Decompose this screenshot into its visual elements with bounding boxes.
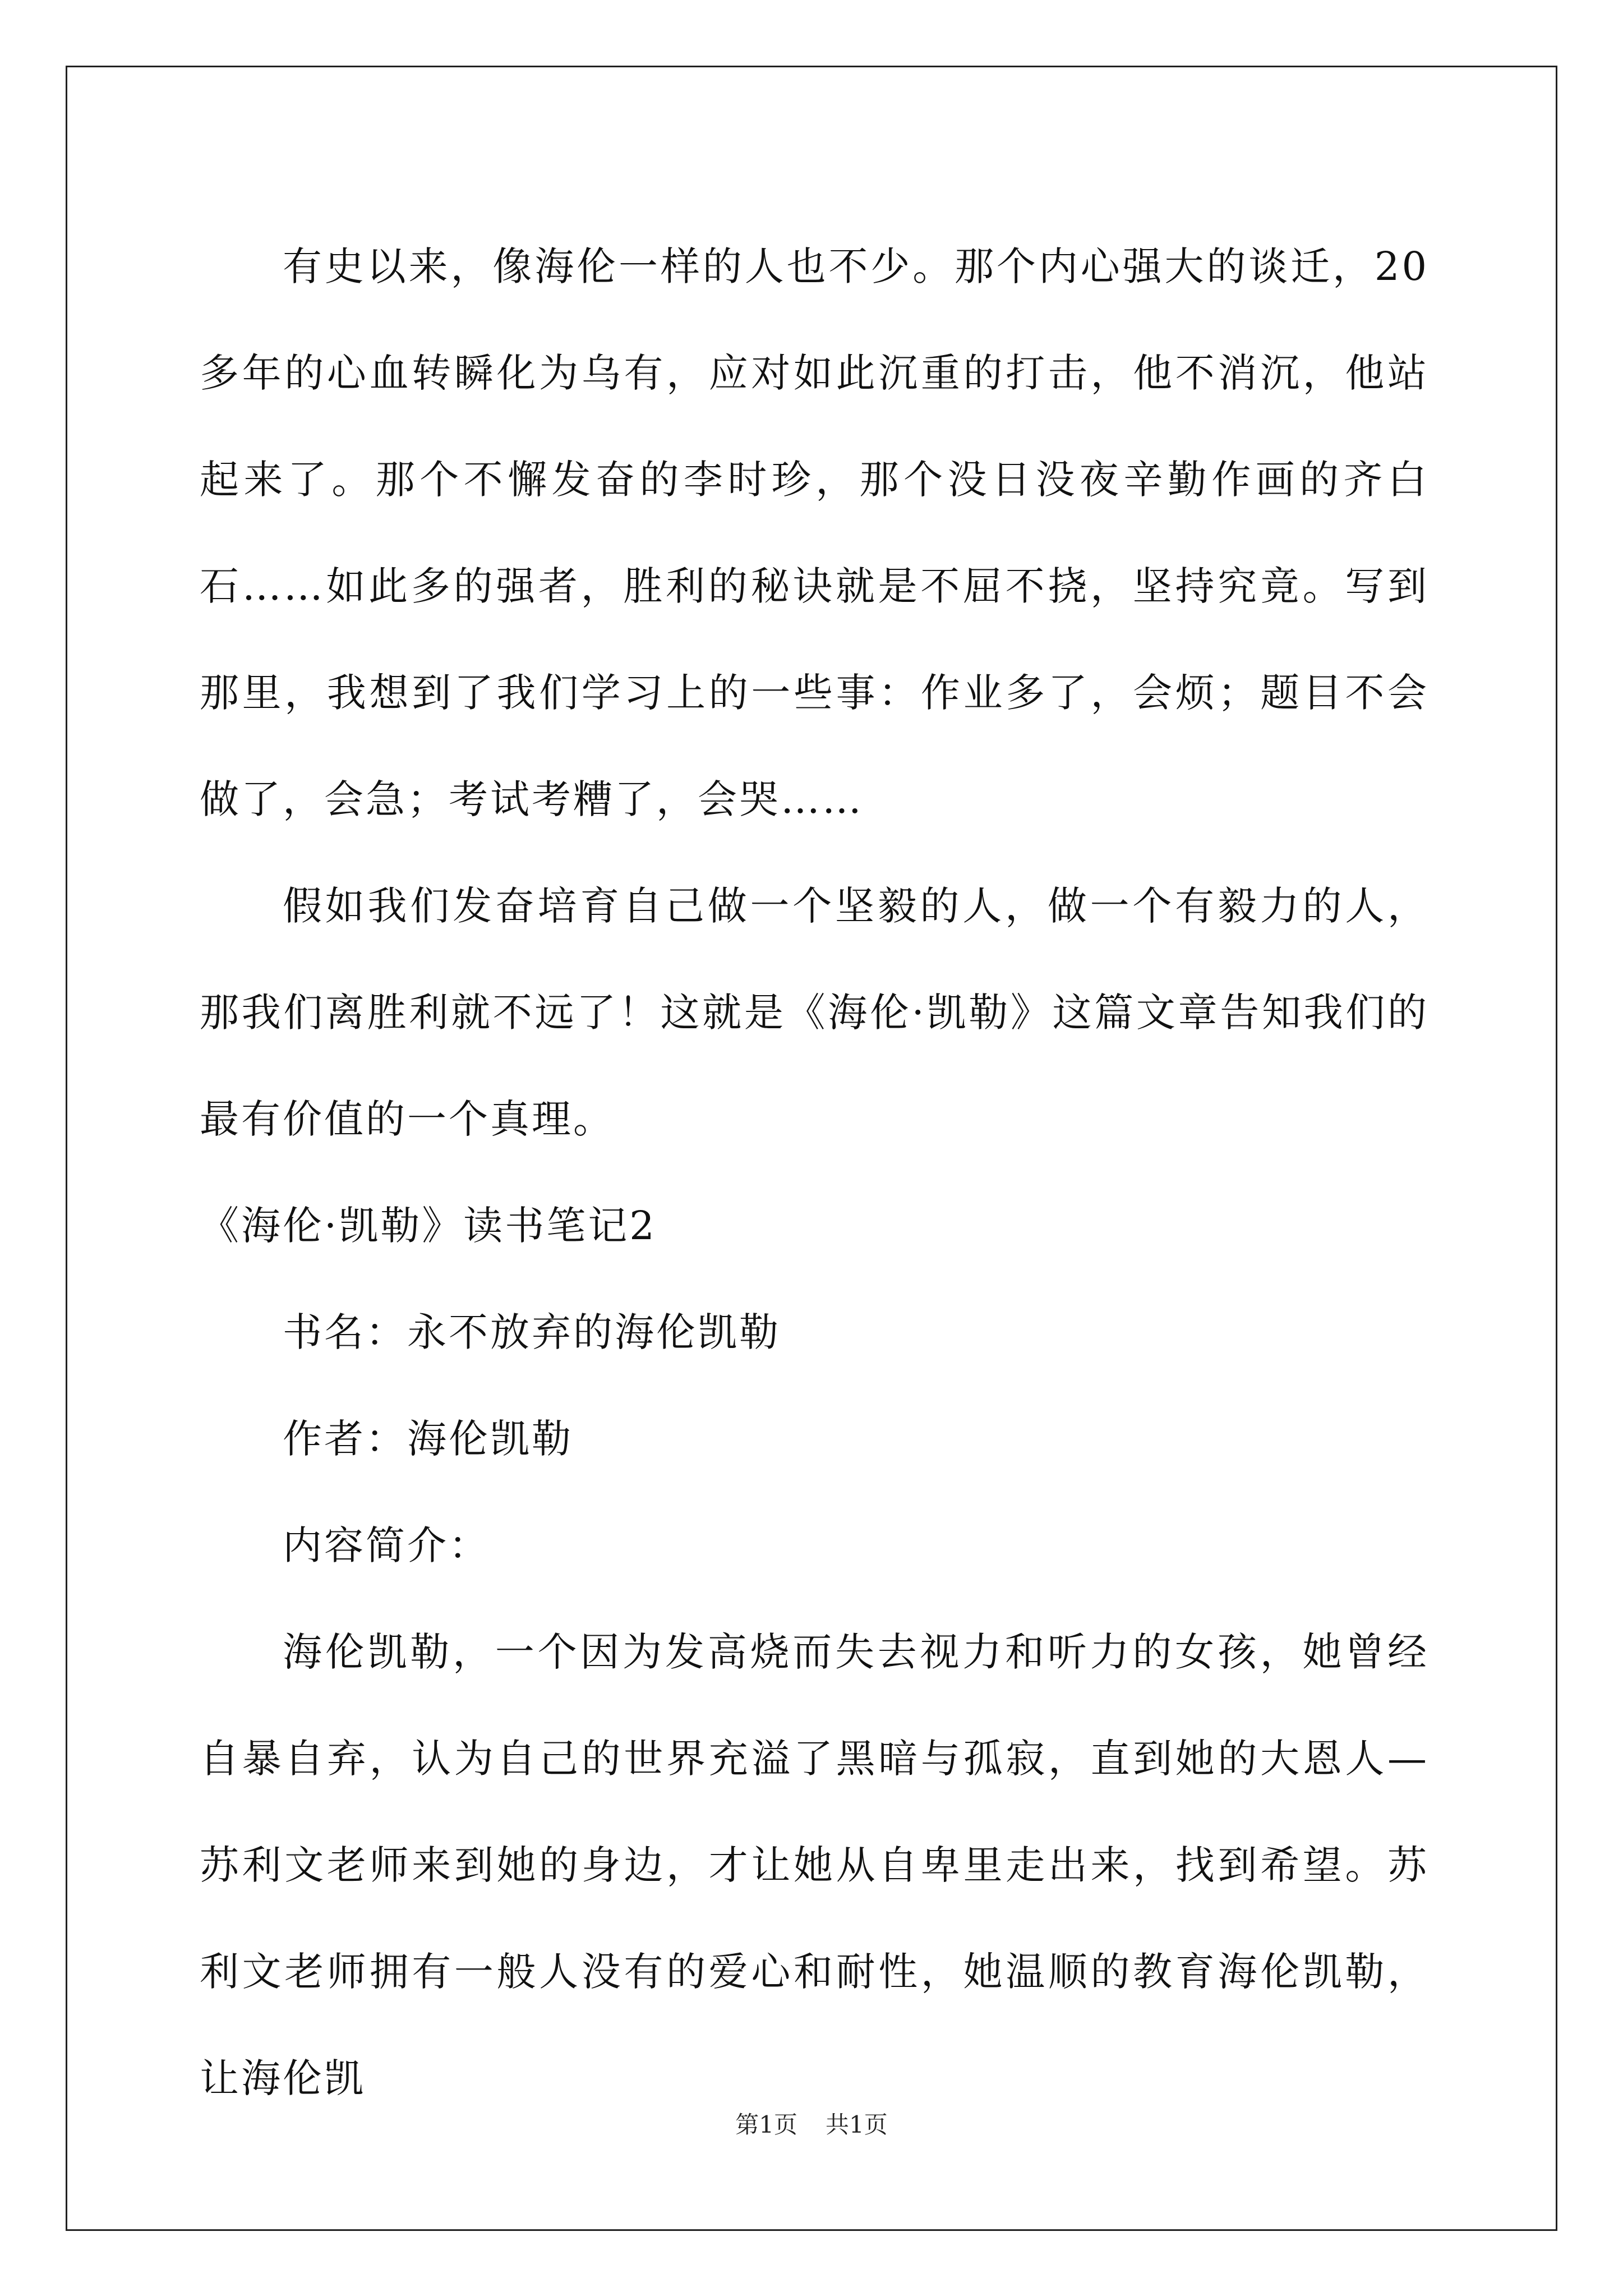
paragraph-summary: 海伦凯勒，一个因为发高烧而失去视力和听力的女孩，她曾经自暴自弃，认为自己的世界充溢了黑暗与孤寂，直到她的大恩人—苏利文老师来到她的身边，才让她从自卑里走出来，找到希望。苏利文老师拥有一般人没有的爱心和耐性，她温顺的教育海伦凯勒，让海伦凯 — [200, 1629, 1429, 2101]
summary-label: 内容简介： — [283, 1522, 490, 1568]
document-body — [200, 213, 1429, 2132]
page-footer — [0, 2106, 1623, 2140]
page-number: 第1页 — [735, 2111, 797, 2138]
author-line: 作者：海伦凯勒 — [283, 1416, 573, 1462]
book-title-line: 书名：永不放弃的海伦凯勒 — [283, 1309, 781, 1355]
page-total: 共1页 — [826, 2111, 888, 2138]
paragraph-1: 有史以来，像海伦一样的人也不少。那个内心强大的谈迁，20多年的心血转瞬化为乌有，应对如此沉重的打击，他不消沉，他站起来了。那个不懈发奋的李时珍，那个没日没夜辛勤作画的齐白石……如此多的强者，胜利的秘诀就是不屈不挠，坚持究竟。写到那里，我想到了我们学习上的一些事：作业多了，会烦；题目不会做了，会急；考试考糟了，会哭…… — [200, 243, 1429, 822]
paragraph-2: 假如我们发奋培育自己做一个坚毅的人，做一个有毅力的人，那我们离胜利就不远了！这就是《海伦·凯勒》这篇文章告知我们的最有价值的一个真理。 — [200, 883, 1429, 1142]
section-heading: 《海伦·凯勒》读书笔记2 — [200, 1203, 657, 1249]
